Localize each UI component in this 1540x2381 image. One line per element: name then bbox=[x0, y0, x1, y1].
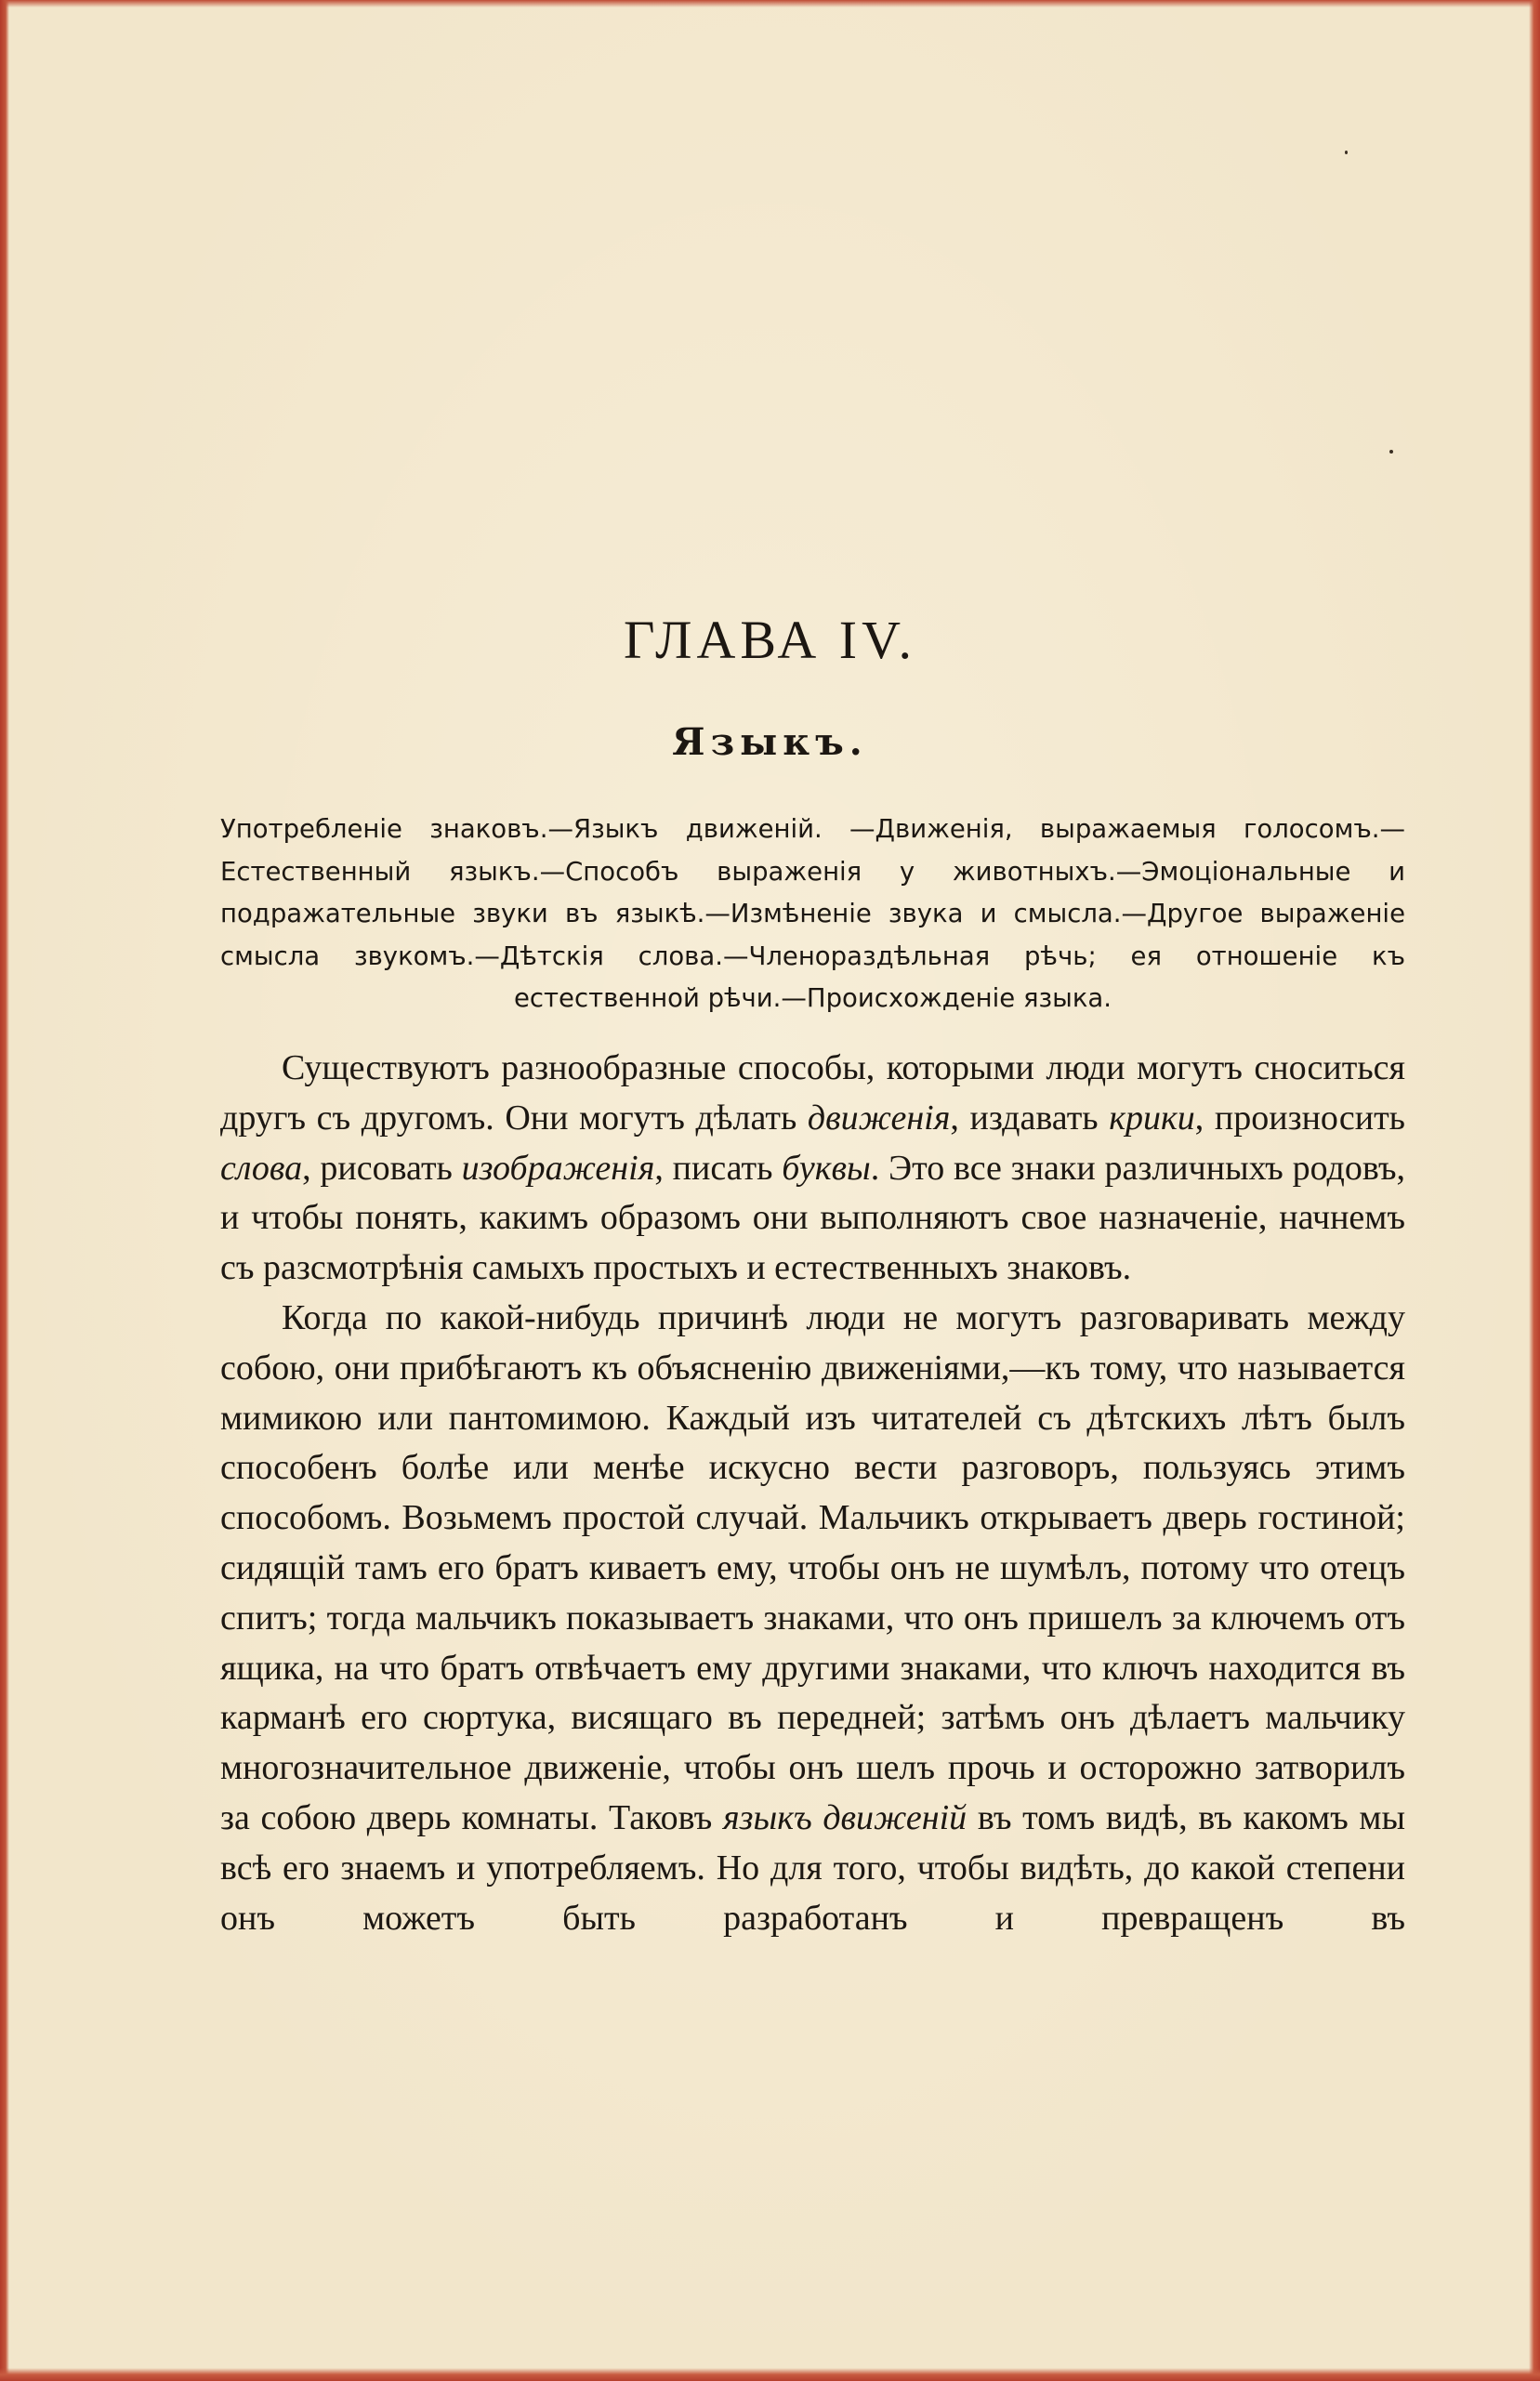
text-run: , произносить bbox=[1194, 1098, 1406, 1138]
text-run: въ томъ видѣ, въ какомъ мы всѣ его знаемъ и употребляемъ. Но для того, чтобы видѣть, до какой степени онъ можетъ быть разработанъ и превращенъ въ bbox=[220, 1797, 1406, 1938]
section-title: Языкъ. bbox=[672, 720, 868, 764]
ink-speck bbox=[1345, 151, 1348, 154]
italic-term: движенія bbox=[807, 1098, 951, 1138]
text-run: Существуютъ разнообразные способы, которыми люди могутъ сноситься другъ съ другомъ. Они могутъ дѣлать bbox=[220, 1048, 1405, 1138]
italic-term: изображенія bbox=[461, 1148, 655, 1188]
body-text bbox=[220, 1044, 1405, 1943]
paragraph bbox=[220, 1294, 1405, 1943]
italic-term: буквы bbox=[782, 1148, 871, 1188]
italic-term: слова bbox=[220, 1148, 303, 1188]
page-edge-right bbox=[1529, 0, 1540, 2381]
text-run: , издавать bbox=[950, 1098, 1110, 1138]
paragraph bbox=[220, 1044, 1405, 1294]
text-run: . Это все знаки различныхъ родовъ, и чтобы понять, какимъ образомъ они выполняютъ свое назначеніе, начнемъ съ разсмотрѣнія самыхъ простыхъ и естественныхъ знаковъ. bbox=[220, 1148, 1405, 1288]
chapter-heading: ГЛАВА IV. bbox=[623, 610, 917, 670]
ink-speck bbox=[1389, 450, 1393, 454]
text-run: , рисовать bbox=[302, 1148, 462, 1188]
page-edge-left bbox=[0, 0, 9, 2381]
chapter-summary: Употребленіе знаковъ.—Языкъ движеній. —Движенія, выражаемыя голосомъ.—Естественный языкъ.—Способъ выраженія у животныхъ.—Эмоціональные и подражательные звуки въ языкѣ.—Измѣненіе звука и смысла.—Другое выраженіе смысла звукомъ.—Дѣтскія слова.—Членораздѣльная рѣчь; ея отношеніе къ естественной рѣчи.—Происхожденіе языка. bbox=[220, 814, 1405, 1013]
page-edge-bottom bbox=[0, 2368, 1540, 2381]
italic-term: языкъ движеній bbox=[722, 1797, 967, 1837]
italic-term: крики bbox=[1109, 1098, 1195, 1138]
text-run: , писать bbox=[654, 1148, 783, 1188]
text-run: Когда по какой-нибудь причинѣ люди не могутъ разговаривать между собою, они прибѣгаютъ къ объясненію движеніями,—къ тому, что называется мимикою или пантомимою. Каждый изъ читателей съ дѣтскихъ лѣтъ былъ способенъ болѣе или менѣе искусно вести разговоръ, пользуясь этимъ способомъ. Возьмемъ простой случай. Мальчикъ открываетъ дверь гостиной; сидящій тамъ его братъ киваетъ ему, чтобы онъ не шумѣлъ, потому что отецъ спитъ; тогда мальчикъ показываетъ знаками, что онъ пришелъ за ключемъ отъ ящика, на что братъ отвѣчаетъ ему другими знаками, что ключъ находится въ карманѣ его сюртука, висящаго въ передней; затѣмъ онъ дѣлаетъ мальчику многозначительное движеніе, чтобы онъ шелъ прочь и осторожно затворилъ за собою дверь комнаты. Таковъ bbox=[220, 1297, 1405, 1837]
page-edge-top bbox=[0, 0, 1540, 7]
